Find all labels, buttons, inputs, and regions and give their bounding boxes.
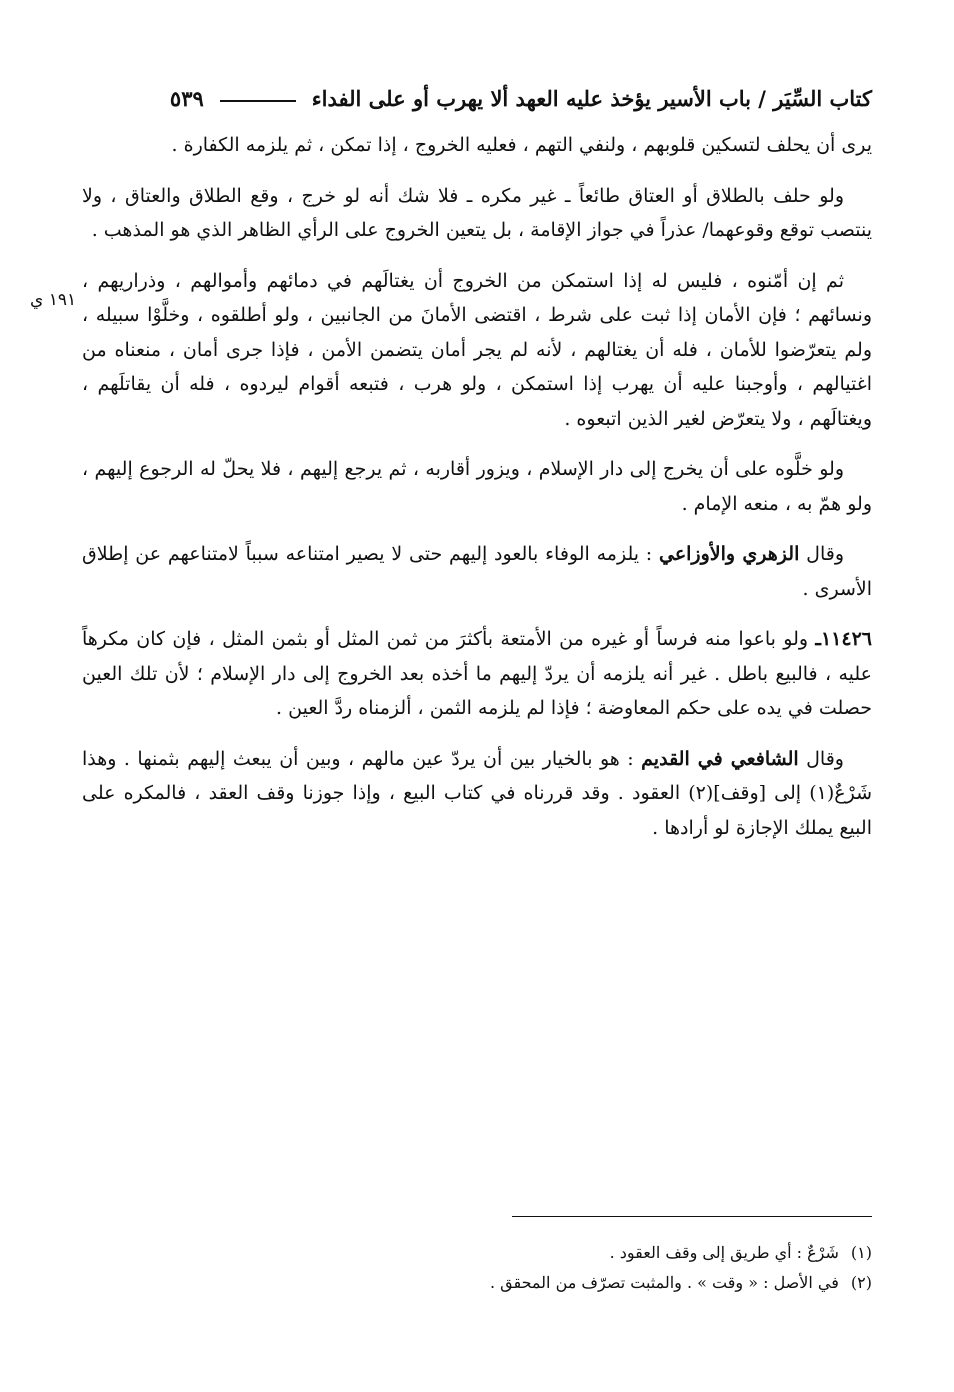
page-number: ٥٣٩ <box>169 85 204 111</box>
margin-folio-note: ١٩١ ي <box>30 290 77 310</box>
main-text <box>82 128 872 861</box>
header-rule <box>220 100 296 102</box>
paragraph <box>82 742 872 846</box>
footnote-divider <box>512 1216 872 1217</box>
footnote <box>82 1238 872 1268</box>
footnote-text: في الأصل : « وقت » . والمثبت تصرّف من المحقق . <box>489 1273 839 1292</box>
footnote-number: (١) <box>850 1243 872 1262</box>
paragraph <box>82 537 872 606</box>
paragraph <box>82 264 872 437</box>
footnote <box>82 1268 872 1298</box>
paragraph <box>82 452 872 521</box>
paragraph-text: ولو حلف بالطلاق أو العتاق طائعاً ـ غير مكره ـ فلا شك أنه لو خرج ، وقع الطلاق والعتاق ، ولا ينتصب توقع وقوعهما/ عذراً في جواز الإقامة ، بل يتعين الخروج على الرأي الظاهر الذي هو المذهب . <box>82 184 872 241</box>
paragraph <box>82 128 872 163</box>
paragraph-text: ولو باعوا منه فرساً أو غيره من الأمتعة بأكثرَ من ثمن المثل أو بثمن المثل ، فإن كان مكرهاً عليه ، فالبيع باطل . غير أنه يلزمه أن يردّ إليهم ما أخذه بعد الخروج إلى دار الإسلام ؛ لأن تلك العين حصلت في يده على حكم المعاوضة ؛ فإذا لم يلزمه الثمن ، ألزمناه ردَّ العين . <box>82 628 872 719</box>
paragraph-text: ثم إن أمّنوه ، فليس له إذا استمكن من الخروج أن يغتالَهم في دمائهم وأموالهم ، وذراريهم ، ونسائهم ؛ فإن الأمان إذا ثبت على شرط ، اقتضى الأمانَ من الجانبين ، ولو أطلقوه ، وخلَّوْا سبيله ، ولم يتعرّضوا للأمان ، فله أن يغتالهم ، لأنه لم يجر أمان يتضمن الأمن ، فإذا جرى أمان ، منعناه من اغتيالهم ، وأوجبنا عليه أن يهرب إذا استمكن ، ولو هرب ، فتبعه أقوام ليردوه ، فله أن يقاتلَهم ، ويغتالَهم ، ولا يتعرّض لغير الذين اتبعوه . <box>82 269 872 430</box>
paragraph-lead: وقال <box>799 543 844 565</box>
footnote-number: (٢) <box>850 1273 872 1292</box>
paragraph-lead: وقال <box>798 747 844 770</box>
paragraph-text: : يلزمه الوفاء بالعود إليهم حتى لا يصير امتناعه سبباً لامتناعهم عن إطلاق الأسرى . <box>82 543 872 600</box>
paragraph <box>82 179 872 248</box>
paragraph-text: ولو خلَّوه على أن يخرج إلى دار الإسلام ، ويزور أقاربه ، ثم يرجع إليهم ، فلا يحلّ له الرجوع إليهم ، ولو همّ به ، منعه الإمام . <box>82 458 872 515</box>
cited-scholars: الزهري والأوزاعي <box>658 543 800 565</box>
footnote-text: شَرْعٌ : أي طريق إلى وقف العقود . <box>609 1243 839 1262</box>
cited-scholar: الشافعي في القديم <box>641 747 799 770</box>
page-header <box>112 78 872 118</box>
footnotes <box>82 1238 872 1298</box>
running-title: كتاب السِّيَر / باب الأسير يؤخذ عليه العهد ألا يهرب أو على الفداء <box>311 85 872 111</box>
numbered-issue <box>82 622 872 726</box>
paragraph-text: يرى أن يحلف لتسكين قلوبهم ، ولنفي التهم ، فعليه الخروج ، إذا تمكن ، ثم يلزمه الكفارة . <box>171 134 872 156</box>
paragraph-text: : هو بالخيار بين أن يردّ عين مالهم ، وبين أن يبعث إليهم بثمنها . وهذا شَرْعٌ(١) إلى [وقف](٢) العقود . وقد قررناه في كتاب البيع ، وإذا جوزنا وقف العقد ، فالمكره على البيع يملك الإجازة لو أرادها . <box>82 747 872 839</box>
issue-number: ١١٤٢٦ـ <box>815 628 872 650</box>
